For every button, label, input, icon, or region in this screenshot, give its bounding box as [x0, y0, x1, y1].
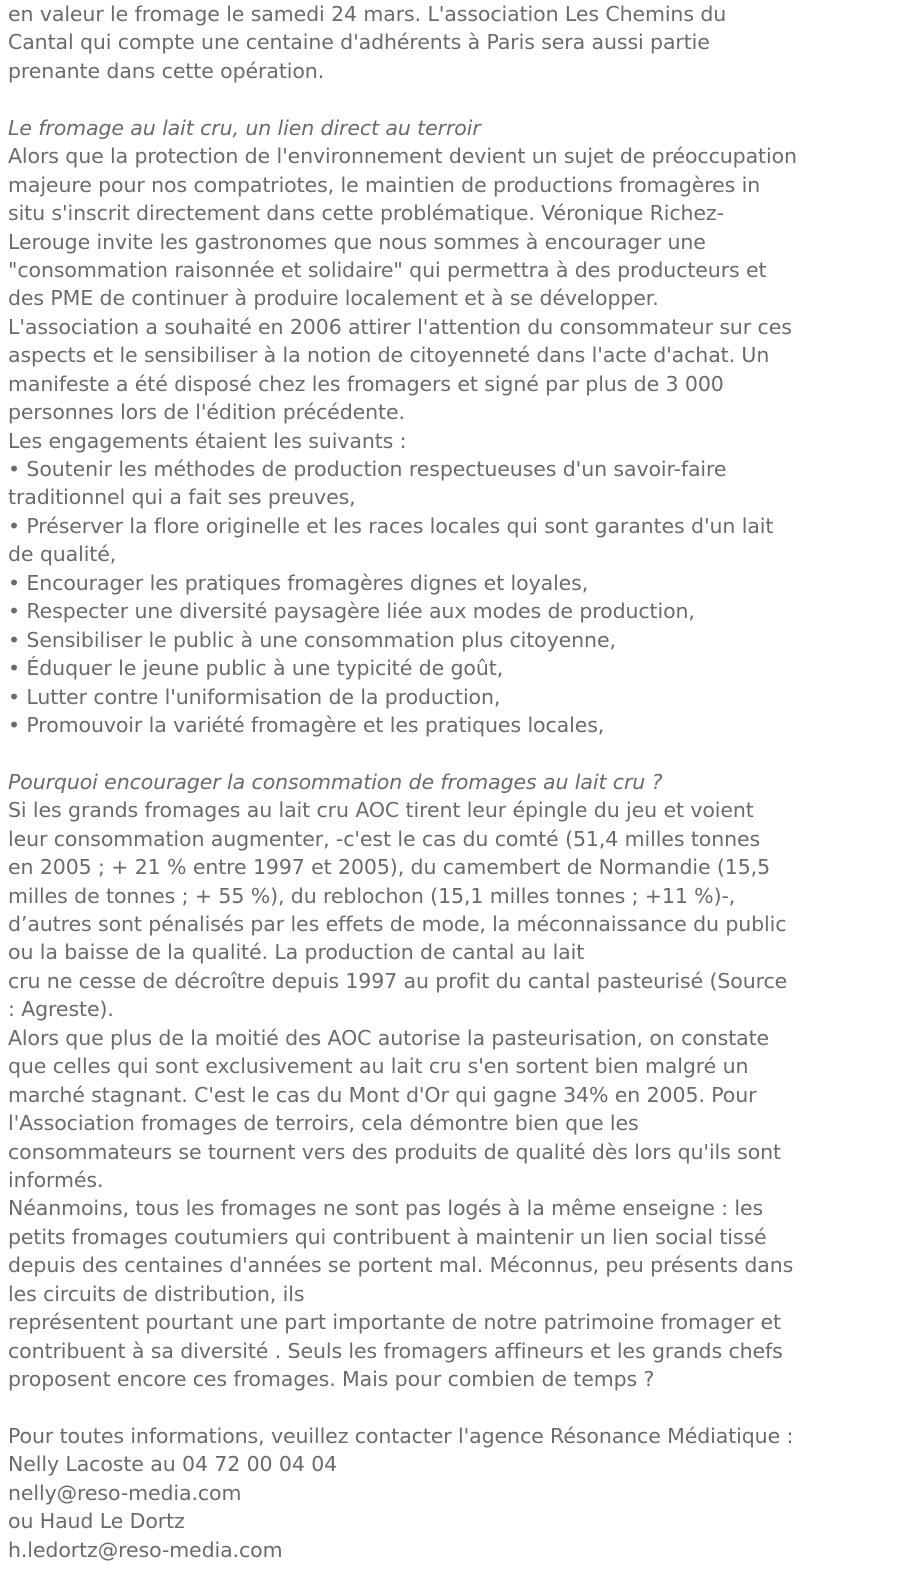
press-release-document: [8, 0, 918, 1564]
paragraph-small-cheeses: [8, 1194, 918, 1393]
text-line: majeure pour nos compatriotes, le maintien de productions fromagères in: [8, 172, 761, 197]
contact-1-email[interactable]: nelly@reso-media.com: [8, 1480, 242, 1505]
contact-2-name: ou Haud Le Dortz: [8, 1509, 185, 1534]
text-line: petits fromages coutumiers qui contribuent à maintenir un lien social tissé: [8, 1224, 767, 1249]
text-line: l'Association fromages de terroirs, cela démontre bien que les: [8, 1111, 639, 1136]
list-item: • Respecter une diversité paysagère liée aux modes de production,: [8, 599, 695, 624]
text-line: depuis des centaines d'années se portent mal. Méconnus, peu présents dans: [8, 1253, 794, 1278]
section-heading-why-raw-milk: Pourquoi encourager la consommation de fromages au lait cru ?: [8, 769, 663, 794]
text-line: contribuent à sa diversité . Seuls les fromagers affineurs et les grands chefs: [8, 1338, 783, 1363]
list-item: • Éduquer le jeune public à une typicité de goût,: [8, 656, 504, 681]
list-item-line: • Préserver la flore originelle et les races locales qui sont garantes d'un lait: [8, 513, 774, 538]
text-line: en valeur le fromage le samedi 24 mars. L'association Les Chemins du: [8, 2, 727, 26]
text-line: prenante dans cette opération.: [8, 58, 325, 83]
paragraph-aoc-figures: [8, 796, 918, 1024]
intro-paragraph: [8, 0, 918, 85]
text-line: personnes lors de l'édition précédente.: [8, 400, 405, 425]
text-line: ou la baisse de la qualité. La production de cantal au lait: [8, 940, 585, 965]
text-line: Alors que plus de la moitié des AOC autorise la pasteurisation, on constate: [8, 1025, 770, 1050]
text-line: proposent encore ces fromages. Mais pour combien de temps ?: [8, 1367, 655, 1391]
section-heading-terroir: Le fromage au lait cru, un lien direct au terroir: [8, 115, 481, 140]
text-line: des PME de continuer à produire localement et à se développer.: [8, 286, 659, 311]
blank-line: [8, 1393, 918, 1421]
list-item-line: de qualité,: [8, 542, 117, 567]
list-item: • Promouvoir la variété fromagère et les pratiques locales,: [8, 712, 605, 737]
text-line: cru ne cesse de décroître depuis 1997 au profit du cantal pasteurisé (Source: [8, 968, 788, 993]
paragraph-association-2006: [8, 313, 918, 427]
text-line: leur consommation augmenter, -c'est le cas du comté (51,4 milles tonnes: [8, 826, 761, 851]
text-line: Néanmoins, tous les fromages ne sont pas logés à la même enseigne : les: [8, 1196, 764, 1221]
list-item: • Lutter contre l'uniformisation de la production,: [8, 684, 501, 709]
engagements-list: [8, 455, 918, 739]
list-item: [8, 455, 918, 512]
text-line: Lerouge invite les gastronomes que nous sommes à encourager une: [8, 229, 706, 254]
list-item: • Sensibiliser le public à une consommation plus citoyenne,: [8, 627, 616, 652]
engagements-intro: Les engagements étaient les suivants :: [8, 428, 407, 453]
text-line: L'association a souhaité en 2006 attirer l'attention du consommateur sur ces: [8, 314, 792, 339]
contact-1-name-phone: Nelly Lacoste au 04 72 00 04 04: [8, 1452, 338, 1477]
text-line: Si les grands fromages au lait cru AOC tirent leur épingle du jeu et voient: [8, 798, 754, 823]
text-line: d’autres sont pénalisés par les effets de mode, la méconnaissance du public: [8, 912, 787, 936]
paragraph-environment: [8, 142, 918, 313]
text-line: en 2005 ; + 21 % entre 1997 et 2005), du camembert de Normandie (15,5: [8, 855, 771, 880]
blank-line: [8, 85, 918, 113]
text-line: aspects et le sensibiliser à la notion de citoyenneté dans l'acte d'achat. Un: [8, 343, 770, 368]
contact-intro: Pour toutes informations, veuillez contacter l'agence Résonance Médiatique :: [8, 1423, 794, 1448]
text-line: milles de tonnes ; + 55 %), du reblochon (15,1 milles tonnes ; +11 %)-,: [8, 883, 736, 908]
text-line: "consommation raisonnée et solidaire" qui permettra à des producteurs et: [8, 257, 767, 282]
text-line: que celles qui sont exclusivement au lait cru s'en sortent bien malgré un: [8, 1054, 749, 1079]
text-line: représentent pourtant une part importante de notre patrimoine fromager et: [8, 1310, 781, 1335]
list-item-line: traditionnel qui a fait ses preuves,: [8, 485, 356, 510]
text-line: Cantal qui compte une centaine d'adhérents à Paris sera aussi partie: [8, 30, 710, 55]
text-line: Alors que la protection de l'environnement devient un sujet de préoccupation: [8, 144, 797, 169]
contact-block: [8, 1422, 918, 1564]
list-item: • Encourager les pratiques fromagères dignes et loyales,: [8, 570, 589, 595]
text-line: manifeste a été disposé chez les fromagers et signé par plus de 3 000: [8, 371, 724, 396]
text-line: les circuits de distribution, ils: [8, 1281, 305, 1306]
text-line: consommateurs se tournent vers des produits de qualité dès lors qu'ils sont: [8, 1139, 781, 1164]
list-item-line: • Soutenir les méthodes de production respectueuses d'un savoir-faire: [8, 457, 727, 481]
list-item: [8, 512, 918, 569]
text-line: situ s'inscrit directement dans cette problématique. Véronique Richez-: [8, 201, 724, 226]
text-line: : Agreste).: [8, 997, 114, 1022]
text-line: marché stagnant. C'est le cas du Mont d'Or qui gagne 34% en 2005. Pour: [8, 1082, 757, 1107]
paragraph-pasteurisation: [8, 1024, 918, 1195]
contact-2-email[interactable]: h.ledortz@reso-media.com: [8, 1537, 283, 1562]
blank-line: [8, 739, 918, 767]
text-line: informés.: [8, 1167, 104, 1192]
